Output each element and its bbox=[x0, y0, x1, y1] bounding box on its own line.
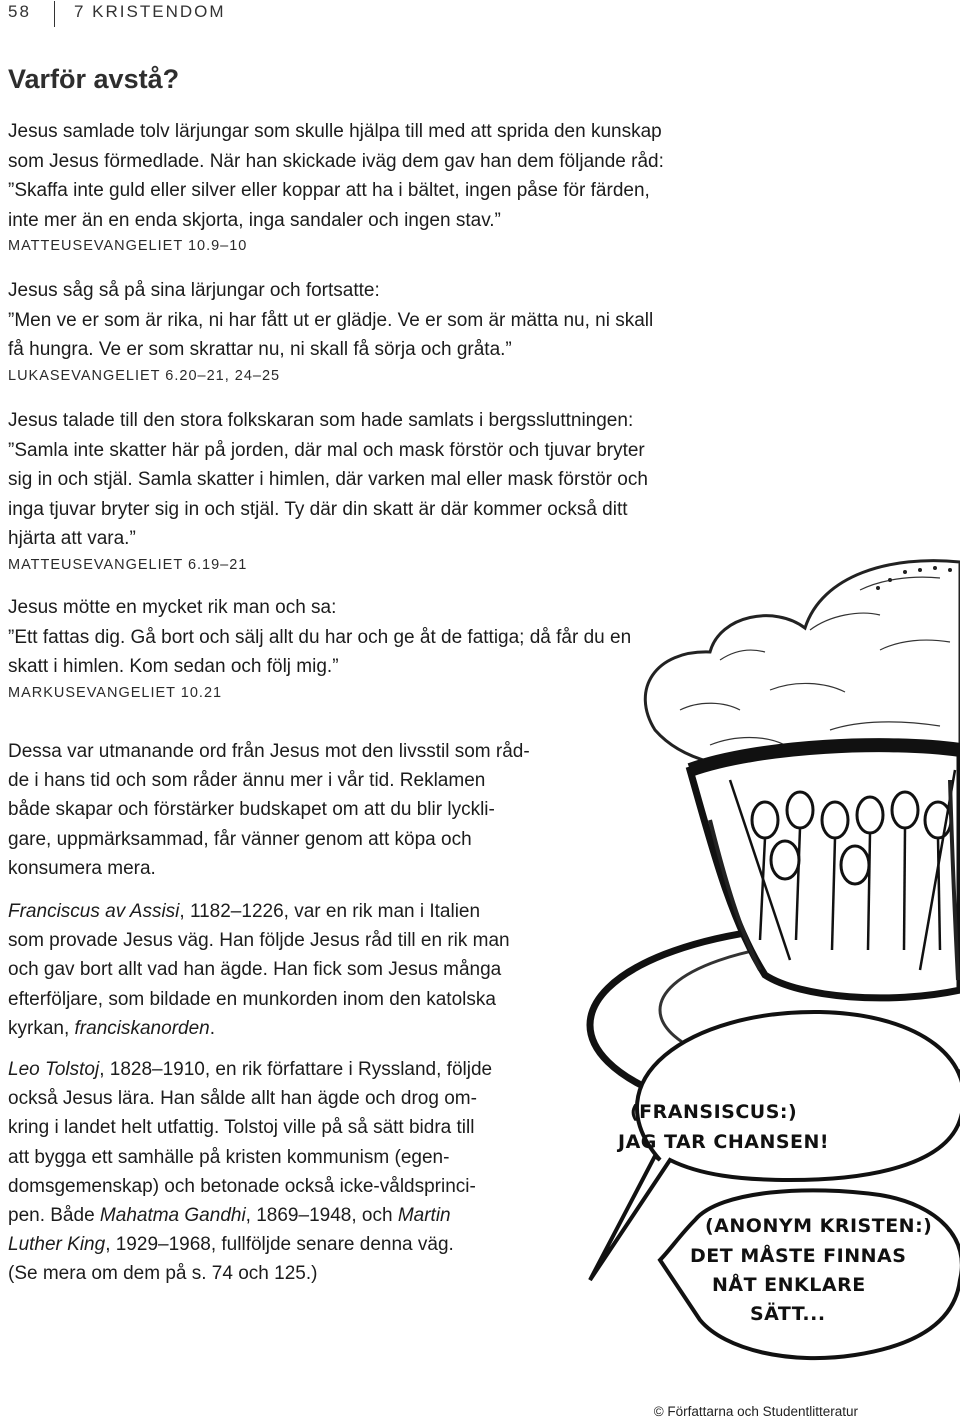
bubble-francis-speaker: (FRANSISCUS:) bbox=[630, 1101, 798, 1123]
quote-block bbox=[8, 276, 768, 387]
quote-block bbox=[8, 117, 768, 257]
bubble-francis-quote: JAG TAR CHANSEN! bbox=[618, 1131, 830, 1153]
intro-paragraph bbox=[8, 737, 588, 883]
quote-line: hjärta att vara.” bbox=[8, 528, 136, 549]
quote-line: ”Men ve er som är rika, ni har fått ut er glädje. Ve er som är mätta nu, ni skall bbox=[8, 309, 654, 331]
text-line: domsgemenskap) och betonade också icke-våldsprinci- bbox=[8, 1175, 476, 1197]
text-line: och gav bort allt vad han ägde. Han fick som Jesus många bbox=[8, 959, 502, 981]
copyright-footer: © Författarna och Studentlitteratur bbox=[653, 1404, 858, 1419]
header-divider bbox=[54, 1, 55, 27]
text-line: både skapar och förstärker budskapet om att du blir lyckli- bbox=[8, 799, 495, 821]
text-line: (Se mera om dem på s. 74 och 125.) bbox=[8, 1263, 318, 1285]
text-span: , 1929–1968, fullföljde senare denna väg. bbox=[105, 1234, 454, 1256]
francis-paragraph bbox=[8, 897, 588, 1043]
quote-line: Jesus såg så på sina lärjungar och fortsatte: bbox=[8, 280, 380, 301]
text-span: , 1869–1948, och bbox=[245, 1205, 398, 1227]
text-line: efterföljare, som bildade en munkorden inom den katolska bbox=[8, 988, 496, 1010]
quote-line: skatt i himlen. Kom sedan och följ mig.” bbox=[8, 656, 339, 677]
bible-reference: MATTEUSEVANGELIET 10.9–10 bbox=[8, 238, 248, 254]
quote-line: ”Skaffa inte guld eller silver eller koppar att ha i bältet, ingen påse för färden, bbox=[8, 180, 650, 201]
text-line: som provade Jesus väg. Han följde Jesus råd till en rik man bbox=[8, 930, 510, 952]
bubble-anonymous-speaker: (ANONYM KRISTEN:) bbox=[705, 1215, 933, 1237]
text-span: , 1182–1226, var en rik man i Italien bbox=[179, 901, 481, 922]
quote-line: Jesus samlade tolv lärjungar som skulle hjälpa till med att sprida den kunskap bbox=[8, 121, 662, 142]
quote-line: inga tjuvar bryter sig in och stjäl. Ty där din skatt är där kommer också ditt bbox=[8, 498, 628, 520]
quote-line: sig in och stjäl. Samla skatter i himlen, där varken mal eller mask förstör och bbox=[8, 469, 648, 490]
text-line bbox=[8, 897, 588, 926]
bible-reference: LUKASEVANGELIET 6.20–21, 24–25 bbox=[8, 367, 281, 384]
person-name: Luther King bbox=[8, 1234, 106, 1256]
bubble-anonymous-line: NÅT ENKLARE bbox=[712, 1274, 866, 1296]
page-number: 58 bbox=[8, 2, 31, 21]
quote-line: Jesus talade till den stora folkskaran som hade samlats i bergssluttningen: bbox=[8, 410, 634, 431]
person-name: Martin bbox=[397, 1205, 451, 1227]
text-line: också Jesus lära. Han sålde allt han ägde och drog om- bbox=[8, 1088, 477, 1110]
text-line: konsumera mera. bbox=[8, 857, 156, 879]
page-title: Varför avstå? bbox=[8, 64, 180, 94]
quote-line: inte mer än en enda skjorta, inga sandaler och ingen stav.” bbox=[8, 209, 501, 231]
text-span: kyrkan, bbox=[8, 1017, 75, 1039]
quote-line: Jesus mötte en mycket rik man och sa: bbox=[8, 597, 337, 618]
text-line bbox=[8, 1014, 588, 1043]
bubble-anonymous-line: DET MÅSTE FINNAS bbox=[690, 1245, 907, 1267]
bible-reference: MATTEUSEVANGELIET 6.19–21 bbox=[8, 556, 248, 573]
person-name: Leo Tolstoj bbox=[8, 1059, 100, 1080]
quote-line: ”Ett fattas dig. Gå bort och sälj allt du har och ge åt de fattiga; då får du en bbox=[8, 626, 632, 648]
tolstoy-paragraph bbox=[8, 1055, 588, 1289]
cup-illustration bbox=[560, 520, 960, 1380]
person-name: Franciscus av Assisi bbox=[8, 901, 180, 922]
quote-line: som Jesus förmedlade. När han skickade iväg dem gav han dem följande råd: bbox=[8, 150, 664, 172]
chapter-title: 7 KRISTENDOM bbox=[74, 2, 226, 21]
text-span: , 1828–1910, en rik författare i Ryssland, följde bbox=[99, 1059, 493, 1080]
text-line bbox=[8, 1230, 588, 1259]
bible-reference: MARKUSEVANGELIET 10.21 bbox=[8, 684, 223, 701]
quote-line: ”Samla inte skatter här på jorden, där mal och mask förstör och tjuvar bryter bbox=[8, 439, 645, 461]
text-line: de i hans tid och som råder ännu mer i vår tid. Reklamen bbox=[8, 770, 486, 792]
text-line: Dessa var utmanande ord från Jesus mot den livsstil som råd- bbox=[8, 741, 530, 762]
order-name: franciskanorden bbox=[74, 1017, 210, 1039]
person-name: Mahatma Gandhi bbox=[99, 1205, 246, 1227]
text-line: att bygga ett samhälle på kristen kommunism (egen- bbox=[8, 1146, 450, 1168]
text-span: . bbox=[209, 1017, 216, 1039]
text-span: pen. Både bbox=[8, 1205, 100, 1227]
text-line: kring i landet helt utfattig. Tolstoj ville på så sätt bidra till bbox=[8, 1117, 475, 1139]
text-line bbox=[8, 1055, 588, 1084]
quote-line: få hungra. Ve er som skrattar nu, ni skall få sörja och gråta.” bbox=[8, 339, 512, 360]
text-line: gare, uppmärksammad, får vänner genom att köpa och bbox=[8, 828, 472, 850]
bubble-anonymous-line: SÄTT... bbox=[750, 1303, 826, 1325]
text-line bbox=[8, 1201, 588, 1230]
